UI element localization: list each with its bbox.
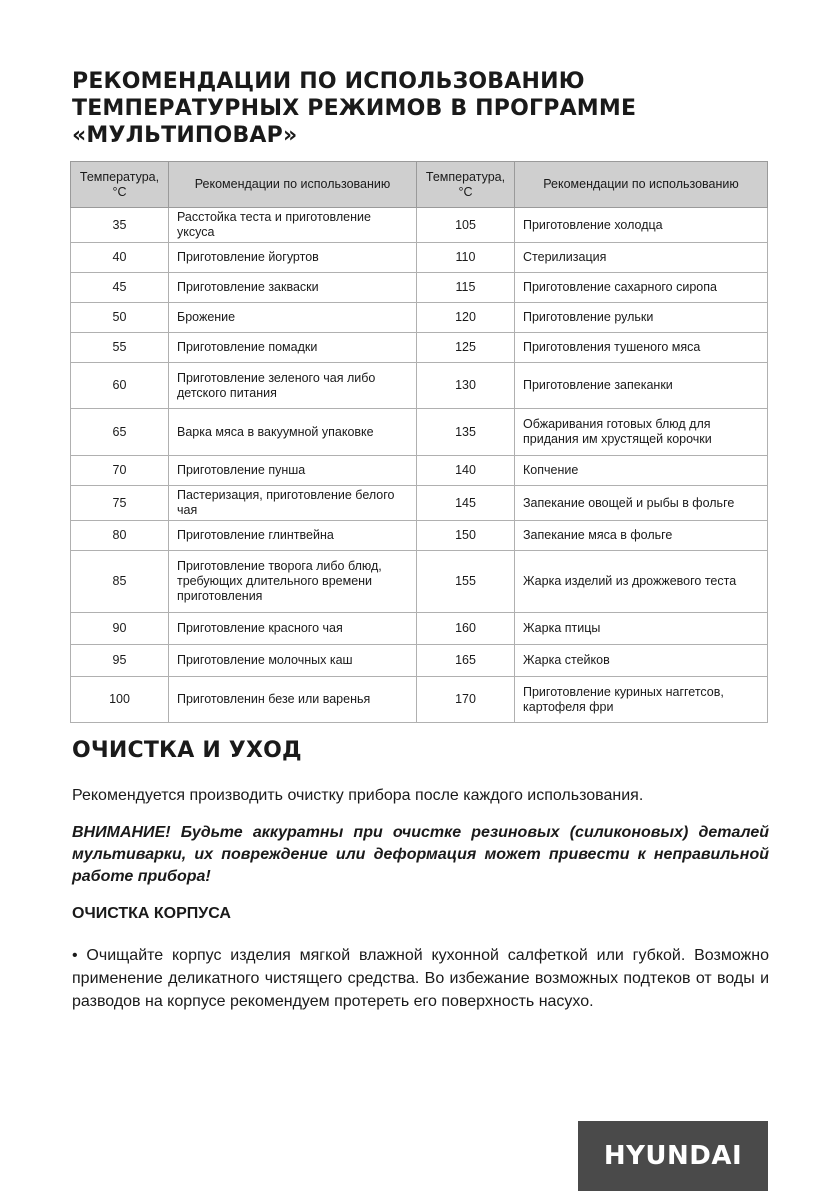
recommendation-cell: Приготовленин безе или варенья xyxy=(169,677,417,723)
recommendation-cell: Пастеризация, приготовление белого чая xyxy=(169,486,417,521)
temperature-cell: 140 xyxy=(417,456,515,486)
temperature-cell: 35 xyxy=(71,208,169,243)
recommendation-cell: Запекание овощей и рыбы в фольге xyxy=(515,486,768,521)
temperature-cell: 170 xyxy=(417,677,515,723)
table-row xyxy=(71,363,768,409)
temperature-cell: 160 xyxy=(417,613,515,645)
recommendation-cell: Приготовление йогуртов xyxy=(169,243,417,273)
table-row xyxy=(71,613,768,645)
table-body xyxy=(71,208,768,723)
table-row xyxy=(71,409,768,456)
header-temperature: Температура, °C xyxy=(417,162,515,208)
temperature-cell: 65 xyxy=(71,409,169,456)
recommendation-cell: Варка мяса в вакуумной упаковке xyxy=(169,409,417,456)
temperature-cell: 115 xyxy=(417,273,515,303)
recommendation-cell: Приготовление помадки xyxy=(169,333,417,363)
title-line: РЕКОМЕНДАЦИИ ПО ИСПОЛЬЗОВАНИЮ xyxy=(72,69,585,94)
recommendation-cell: Приготовление куриных наггетсов, картофеля фри xyxy=(515,677,768,723)
temperature-cell: 45 xyxy=(71,273,169,303)
recommendation-cell: Приготовление закваски xyxy=(169,273,417,303)
header-recommendations: Рекомендации по использованию xyxy=(169,162,417,208)
recommendation-cell: Обжаривания готовых блюд для придания им хрустящей корочки xyxy=(515,409,768,456)
recommendation-cell: Копчение xyxy=(515,456,768,486)
recommendation-cell: Жарка изделий из дрожжевого теста xyxy=(515,551,768,613)
temperature-cell: 50 xyxy=(71,303,169,333)
table-row xyxy=(71,456,768,486)
recommendation-cell: Приготовление глинтвейна xyxy=(169,521,417,551)
temperature-cell: 155 xyxy=(417,551,515,613)
table-row xyxy=(71,208,768,243)
housing-cleaning-subtitle: ОЧИСТКА КОРПУСА xyxy=(72,905,231,922)
recommendation-cell: Жарка стейков xyxy=(515,645,768,677)
temperature-cell: 105 xyxy=(417,208,515,243)
recommendation-cell: Приготовление запеканки xyxy=(515,363,768,409)
table-row xyxy=(71,645,768,677)
recommendation-cell: Приготовление сахарного сиропа xyxy=(515,273,768,303)
recommendation-cell: Приготовление пунша xyxy=(169,456,417,486)
recommendation-cell: Жарка птицы xyxy=(515,613,768,645)
cleaning-section-title: ОЧИСТКА И УХОД xyxy=(72,738,302,763)
temperature-cell: 55 xyxy=(71,333,169,363)
table-row xyxy=(71,303,768,333)
recommendation-cell: Приготовление зеленого чая либо детского питания xyxy=(169,363,417,409)
table-row xyxy=(71,677,768,723)
temperature-table xyxy=(70,161,768,723)
cleaning-warning: ВНИМАНИЕ! Будьте аккуратны при очистке резиновых (силиконовых) деталей мультиварки, их повреждение или деформация может привести к неправильной работе прибора! xyxy=(72,824,769,885)
recommendation-cell: Приготовление молочных каш xyxy=(169,645,417,677)
table-header-row xyxy=(71,162,768,208)
temperature-cell: 130 xyxy=(417,363,515,409)
recommendation-cell: Приготовление красного чая xyxy=(169,613,417,645)
table-row xyxy=(71,521,768,551)
brand-name: HYUNDAI xyxy=(603,1141,743,1171)
title-line: ТЕМПЕРАТУРНЫХ РЕЖИМОВ В ПРОГРАММЕ xyxy=(72,96,637,121)
temperature-cell: 165 xyxy=(417,645,515,677)
page-title xyxy=(72,68,772,149)
recommendation-cell: Приготовление рульки xyxy=(515,303,768,333)
temperature-cell: 120 xyxy=(417,303,515,333)
header-temperature: Температура, °C xyxy=(71,162,169,208)
temperature-cell: 150 xyxy=(417,521,515,551)
recommendation-cell: Брожение xyxy=(169,303,417,333)
recommendation-cell: Запекание мяса в фольге xyxy=(515,521,768,551)
temperature-cell: 100 xyxy=(71,677,169,723)
housing-cleaning-text: • Очищайте корпус изделия мягкой влажной кухонной салфеткой или губкой. Возможно применение деликатного чистящего средства. Во избежание возможных подтеков от воды и разводов на корпусе рекомендуем протереть его поверхность насухо. xyxy=(72,947,769,1010)
header-recommendations: Рекомендации по использованию xyxy=(515,162,768,208)
recommendation-cell: Приготовление творога либо блюд, требующих длительного времени приготовления xyxy=(169,551,417,613)
temperature-cell: 80 xyxy=(71,521,169,551)
temperature-cell: 90 xyxy=(71,613,169,645)
temperature-cell: 60 xyxy=(71,363,169,409)
brand-logo xyxy=(578,1121,768,1191)
recommendation-cell: Стерилизация xyxy=(515,243,768,273)
recommendation-cell: Приготовление холодца xyxy=(515,208,768,243)
temperature-cell: 85 xyxy=(71,551,169,613)
temperature-cell: 145 xyxy=(417,486,515,521)
temperature-cell: 110 xyxy=(417,243,515,273)
temperature-cell: 40 xyxy=(71,243,169,273)
temperature-cell: 75 xyxy=(71,486,169,521)
recommendation-cell: Расстойка теста и приготовление уксуса xyxy=(169,208,417,243)
recommendation-cell: Приготовления тушеного мяса xyxy=(515,333,768,363)
table-row xyxy=(71,551,768,613)
table-row xyxy=(71,273,768,303)
cleaning-intro: Рекомендуется производить очистку прибора после каждого использования. xyxy=(72,787,644,804)
temperature-cell: 125 xyxy=(417,333,515,363)
table-row xyxy=(71,486,768,521)
table-row xyxy=(71,333,768,363)
temperature-cell: 135 xyxy=(417,409,515,456)
temperature-cell: 95 xyxy=(71,645,169,677)
title-line: «МУЛЬТИПОВАР» xyxy=(72,123,298,148)
temperature-cell: 70 xyxy=(71,456,169,486)
table-row xyxy=(71,243,768,273)
